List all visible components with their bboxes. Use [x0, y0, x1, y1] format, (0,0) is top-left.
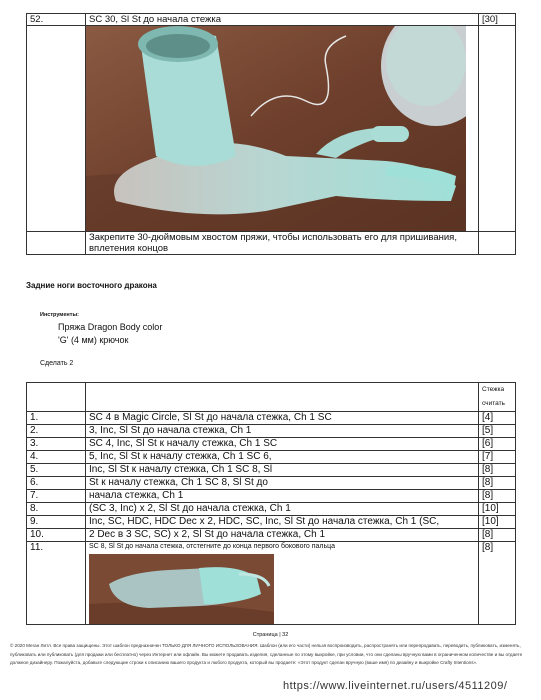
- page-number: Страница | 32: [252, 632, 289, 638]
- leg-photo-image: [86, 26, 466, 231]
- row-instruction: SC 4, Inc, Sl St к началу стежка, Ch 1 SC: [86, 438, 479, 451]
- row-number: 3.: [27, 438, 86, 451]
- row-instruction: (SC 3, Inc) x 2, Sl St до начала стежка, Ch 1: [86, 503, 479, 516]
- table-row: [27, 425, 516, 438]
- row-instruction: начала стежка, Ch 1: [86, 490, 479, 503]
- tool-hook: 'G' (4 мм) крючок: [58, 335, 129, 345]
- leg-photo: [86, 26, 466, 231]
- pattern-table: [26, 382, 516, 625]
- row-number: 52.: [27, 14, 86, 26]
- tools-label: Инструменты:: [40, 312, 79, 318]
- row-count: [6]: [479, 438, 516, 451]
- row-instruction: Inc, SC, HDC, HDC Dec x 2, HDC, SC, Inc, Sl St до начала стежка, Ch 1 (SC,: [86, 516, 479, 529]
- tool-yarn: Пряжа Dragon Body color: [58, 322, 163, 332]
- table-row: [27, 438, 516, 451]
- table-row: [27, 490, 516, 503]
- row-count: [8]: [479, 464, 516, 477]
- row-count: [8]: [479, 542, 516, 625]
- row-number: 7.: [27, 490, 86, 503]
- toe-photo: [89, 554, 274, 624]
- row-number: 4.: [27, 451, 86, 464]
- toe-photo-image: [89, 554, 274, 624]
- stitch-count-label-1: Стежка: [482, 386, 505, 393]
- row-count: [5]: [479, 425, 516, 438]
- section-title: Задние ноги восточного дракона: [26, 281, 157, 290]
- row-number: 11.: [27, 542, 86, 625]
- row-instruction: Inc, Sl St к началу стежка, Ch 1 SC 8, Sl: [86, 464, 479, 477]
- row-count: [30]: [479, 14, 516, 26]
- table-row: [27, 412, 516, 425]
- row-instruction: St к началу стежка, Ch 1 SC 8, Sl St до: [86, 477, 479, 490]
- row-number: 8.: [27, 503, 86, 516]
- row-instruction: 3, Inc, Sl St до начала стежка, Ch 1: [86, 425, 479, 438]
- row-count: [8]: [479, 477, 516, 490]
- row-instruction: SC 8, Sl St до начала стежка, отстегните до конца первого бокового пальца: [89, 543, 336, 550]
- stitch-count-header: [479, 383, 516, 412]
- row-count: [7]: [479, 451, 516, 464]
- row-count: [8]: [479, 529, 516, 542]
- row-number: 10.: [27, 529, 86, 542]
- row-instruction: SC 4 в Magic Circle, Sl St до начала стежка, Ch 1 SC: [86, 412, 479, 425]
- table-row: [27, 451, 516, 464]
- row-number: 1.: [27, 412, 86, 425]
- make-count: Сделать 2: [40, 360, 74, 367]
- row-count: [4]: [479, 412, 516, 425]
- row-instruction: 2 Dec в 3 SC, SC) x 2, Sl St до начала стежка, Ch 1: [86, 529, 479, 542]
- row-number: 6.: [27, 477, 86, 490]
- top-pattern-table: [26, 13, 516, 255]
- table-row: [27, 464, 516, 477]
- table-row: [27, 529, 516, 542]
- source-watermark: https://www.liveinternet.ru/users/4511209/: [283, 680, 508, 692]
- row-number: 5.: [27, 464, 86, 477]
- table-row: [27, 477, 516, 490]
- stitch-count-label-2: считать: [482, 400, 505, 407]
- row-instruction: 5, Inc, Sl St к началу стежка, Ch 1 SC 6,: [86, 451, 479, 464]
- row-number: 9.: [27, 516, 86, 529]
- row-instruction: SC 30, Sl St до начала стежка: [86, 14, 479, 26]
- pattern-rows: [27, 412, 516, 542]
- copyright-notice: © 2020 Меган Литл. Все права защищены. Этот шаблон предназначен ТОЛЬКО ДЛЯ ЛИЧНОГО ИСПОЛЬЗОВАНИЯ. Шаблон (или его части) нельзя воспроизводить, распространять или перепродавать, переводить, публиковать, изменять, публиковать или публиковать (для продажи или бесплатно) через Интернет или офлайн. Вы можете продавать изделия, сделанные по этому выкройке, при условии, что они сделаны вручную вами в ограниченном количестве и вы отдаете должное дизайнеру. Пожалуйста, добавьте следующие строки к описанию вашего продукта и любого продукта, который вы продаете: «Этот продукт сделан вручную (ваше имя) по дизайну и выкройке Crafty Intentions».: [10, 643, 523, 666]
- table-row: [27, 516, 516, 529]
- photo-caption: Закрепите 30-дюймовым хвостом пряжи, чтобы использовать его для пришивания, вплетения концов: [86, 232, 479, 255]
- row-count: [10]: [479, 503, 516, 516]
- row-count: [10]: [479, 516, 516, 529]
- row-number: 2.: [27, 425, 86, 438]
- table-row: [27, 503, 516, 516]
- row-count: [8]: [479, 490, 516, 503]
